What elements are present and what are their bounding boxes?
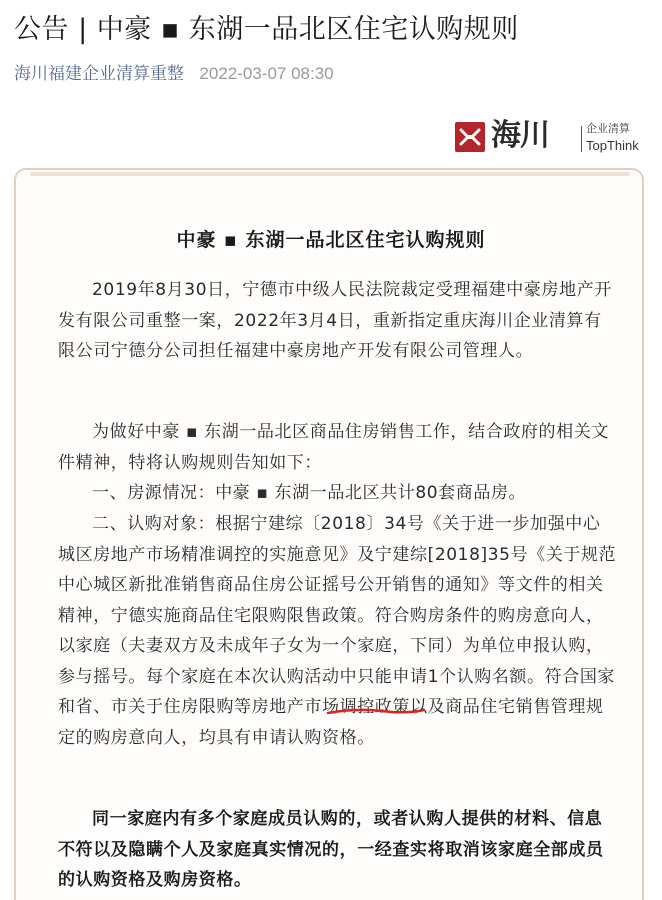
logo-subtitle-en: TopThink [586, 138, 639, 153]
logo-wordmark: 海川 [491, 118, 549, 153]
logo-subtitle-cn: 企业清算 [586, 122, 630, 135]
logo-divider [581, 126, 582, 152]
article-title: 中豪 ▪ 东湖一品北区住宅认购规则 [176, 229, 486, 251]
page-title: 公告 | 中豪 ▪ 东湖一品北区住宅认购规则 [14, 14, 519, 45]
account-name-link[interactable]: 海川福建企业清算重整 [14, 64, 184, 84]
publish-date: 2022-03-07 08:30 [199, 64, 334, 83]
frame-top-rule [30, 172, 630, 176]
brand-logo [455, 120, 655, 160]
logo-mark-icon [455, 122, 485, 152]
article-meta [14, 62, 334, 86]
paragraph-warning: 同一家庭内有多个家庭成员认购的，或者认购人提供的材料、信息不符以及隐瞒个人及家庭真实情况的，一经查实将取消该家庭全部成员的认购资格及购房资格。 [58, 809, 604, 890]
paragraph-purpose: 为做好中豪 ▪ 东湖一品北区商品住房销售工作，结合政府的相关文件精神，特将认购规则告知如下： [58, 422, 609, 473]
paragraph-intro: 2019年8月30日，宁德市中级人民法院裁定受理福建中豪房地产开发有限公司重整一案，2022年3月4日，重新指定重庆海川企业清算有限公司宁德分公司担任福建中豪房地产开发有限公司管理人。 [58, 280, 612, 361]
red-underline-annotation [326, 704, 426, 718]
paragraph-housing: 一、房源情况：中豪 ▪ 东湖一品北区共计80套商品房。 [92, 483, 527, 503]
paragraph-eligibility: 二、认购对象：根据宁建综〔2018〕34号《关于进一步加强中心城区房地产市场精准调控的实施意见》及宁建综[2018]35号《关于规范中心城区新批准销售商品住房公证摇号公开销售的通知》等文件的相关精神，宁德实施商品住宅限购限售政策。符合购房条件的购房意向人，以家庭（夫妻双方及未成年子女为一个家庭，下同）为单位申报认购，参与摇号。每个家庭在本次认购活动中只能申请1个认购名额。符合国家和省、市关于住房限购等房地产市场调控政策以及商品住宅销售管理规定的购房意向人，均具有申请认购资格。 [58, 514, 617, 748]
